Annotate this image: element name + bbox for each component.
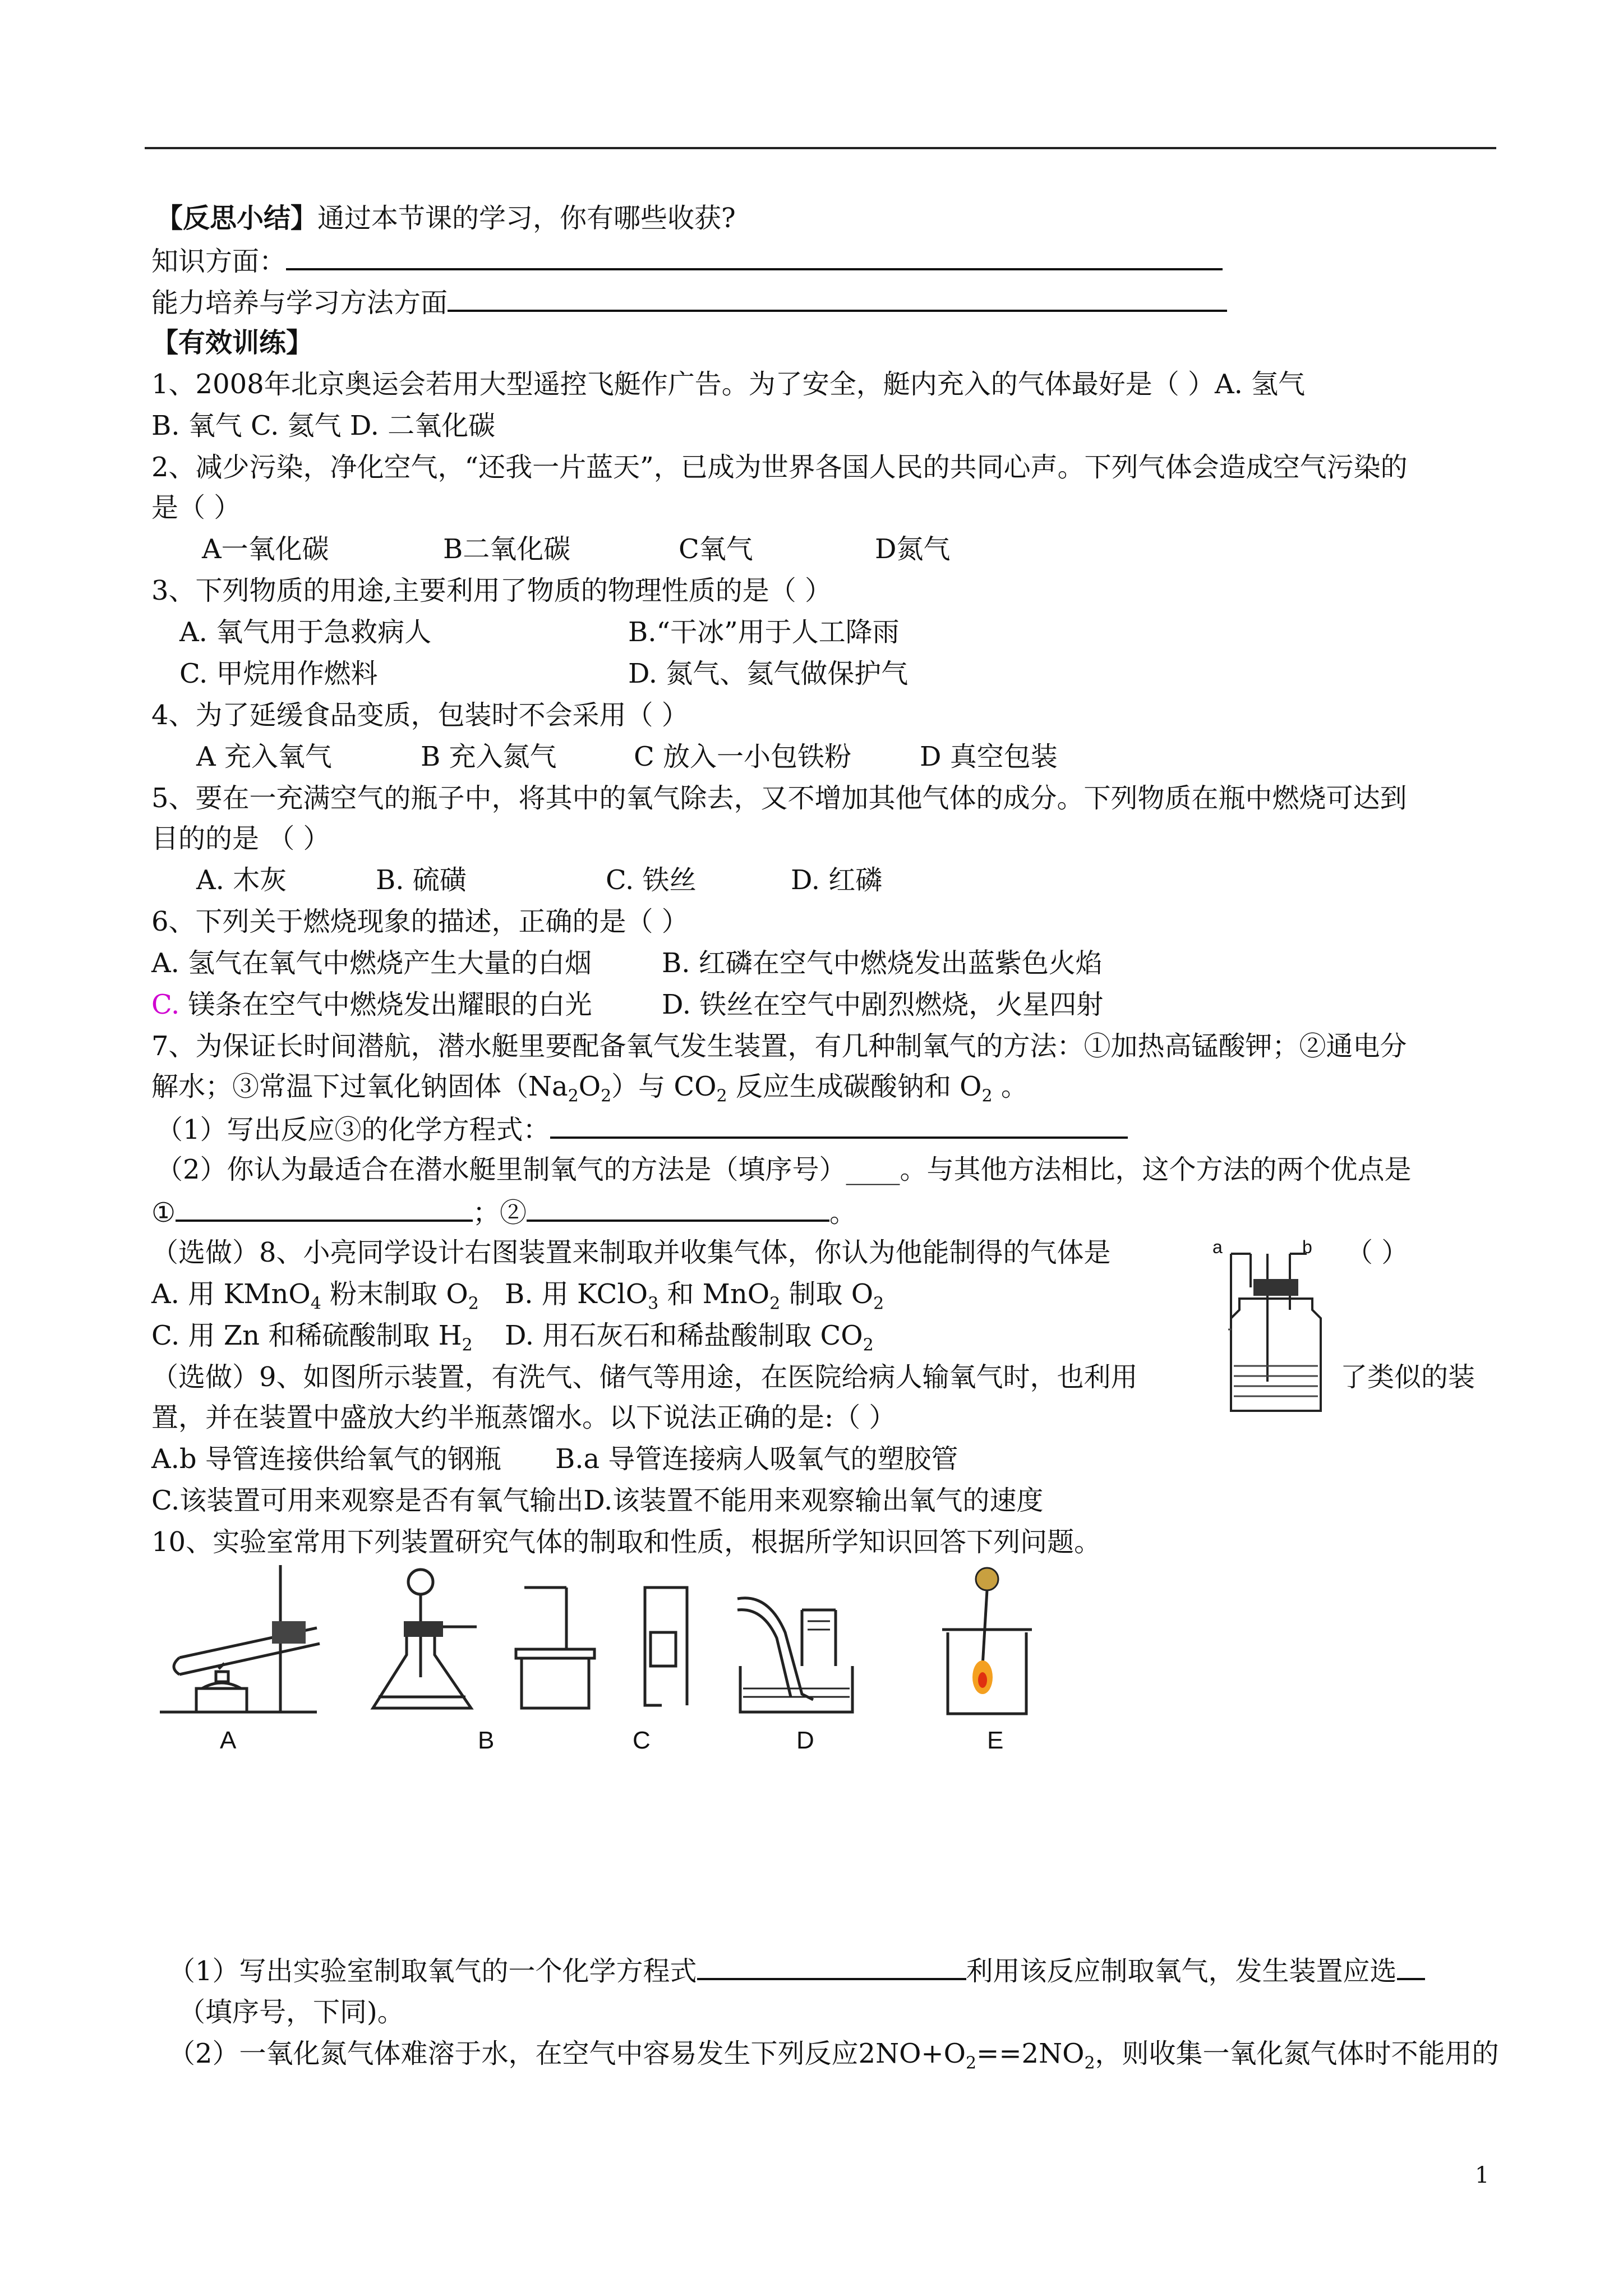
apparatus-figures xyxy=(157,1565,1077,1767)
q3-option-a: A. 氧气用于急救病人 xyxy=(179,616,432,648)
reflection-prompt: 通过本节课的学习，你有哪些收获? xyxy=(317,203,736,234)
q6-option-d: D. 铁丝在空气中剧烈燃烧，火星四射 xyxy=(662,989,1104,1020)
ability-blank[interactable] xyxy=(448,284,1227,312)
ability-label: 能力培养与学习方法方面 xyxy=(151,287,448,319)
q5-option-b: B. 硫磺 xyxy=(376,864,467,896)
q3-option-b: B.“干冰”用于人工降雨 xyxy=(628,616,900,648)
q6-options-ab xyxy=(151,946,1103,981)
fig-label-a: a xyxy=(1212,1237,1223,1257)
q10-equation-blank[interactable] xyxy=(697,1952,966,1980)
q9-option-c: C.该装置可用来观察是否有氧气输出 xyxy=(151,1485,584,1516)
q8-option-d: D. 用石灰石和稀盐酸制取 $CO_2$ xyxy=(505,1320,874,1355)
q5-stem-2: 目的的是 （ ） xyxy=(151,823,330,854)
q9-option-b: B.a 导管连接病人吸氧气的塑胶管 xyxy=(555,1443,958,1475)
q2-option-a: A一氧化碳 xyxy=(202,533,329,565)
q7-advantage-2-blank[interactable] xyxy=(527,1194,829,1222)
q8-option-b: B. 用 KClO$_3$ 和 MnO$_2$ 制取 $O_2$ xyxy=(505,1278,884,1314)
q3-options-ab xyxy=(179,615,900,650)
apparatus-a xyxy=(160,1565,320,1712)
q3-options-cd xyxy=(179,656,908,691)
q7-advantage-1-blank[interactable] xyxy=(176,1194,473,1222)
q6-options-cd xyxy=(151,987,1103,1022)
apparatus-label-d: D xyxy=(796,1727,814,1754)
q2-stem-2: 是（ ） xyxy=(151,492,241,523)
q1-stem: 1、2008年北京奥运会若用大型遥控飞艇作广告。为了安全，艇内充入的气体最好是（ ）A. 氢气 xyxy=(151,369,1306,400)
q6-option-c: 镁条在空气中燃烧发出耀眼的白光 xyxy=(179,989,592,1020)
q4-option-a: A 充入氧气 xyxy=(196,741,332,772)
q5-options xyxy=(196,863,882,898)
q10-stem: 10、实验室常用下列装置研究气体的制取和性质，根据所学知识回答下列问题。 xyxy=(151,1526,1101,1558)
knowledge-blank[interactable] xyxy=(286,242,1223,270)
q7-stem-1: 7、为保证长时间潜航，潜水艇里要配备氧气发生装置，有几种制氧气的方法：①加热高锰酸钾；②通电分 xyxy=(151,1030,1407,1062)
q9-stem-1: （选做）9、如图所示装置，有洗气、储气等用途，在医院给病人输氧气时，也利用 xyxy=(151,1361,1138,1393)
q4-stem: 4、为了延缓食品变质，包装时不会采用（ ） xyxy=(151,700,689,731)
q8-stem: （选做）8、小亮同学设计右图装置来制取并收集气体，你认为他能制得的气体是 xyxy=(151,1237,1111,1268)
q2-options xyxy=(202,532,951,567)
q8-paren: （ ） xyxy=(1346,1237,1409,1268)
q4-options xyxy=(196,739,1058,774)
apparatus-e xyxy=(942,1568,1032,1714)
q2-stem-1: 2、减少污染，净化空气，“还我一片蓝天”，已成为世界各国人民的共同心声。下列气体会造成空气污染的 xyxy=(151,452,1408,483)
training-heading: 【有效训练】 xyxy=(151,327,313,358)
q9-stem-1b: 了类似的装 xyxy=(1340,1361,1476,1393)
apparatus-c xyxy=(516,1588,594,1708)
q10-part-1: （1）写出实验室制取氧气的一个化学方程式 利用该反应制取氧气，发生装置应选 xyxy=(168,1952,1425,1989)
q4-option-d: D 真空包装 xyxy=(920,741,1058,772)
q7-part-2: （2）你认为最适合在潜水艇里制氧气的方法是（填序号）____。与其他方法相比，这个方法的两个优点是 xyxy=(156,1154,1412,1185)
wash-bottle-figure xyxy=(1206,1237,1329,1416)
header-rule xyxy=(145,147,1496,149)
page-number: 1 xyxy=(1475,2162,1490,2188)
q2-option-c: C氧气 xyxy=(679,533,753,565)
q6-option-a: A. 氢气在氧气中燃烧产生大量的白烟 xyxy=(151,947,592,979)
q3-option-c: C. 甲烷用作燃料 xyxy=(179,658,378,689)
q10-part-2: （2）一氧化氮气体难溶于水，在空气中容易发生下列反应$2NO+O_2==2NO_2$，则收集一氧化氮气体时不能用的 xyxy=(168,2038,1499,2073)
q7-part-2-blanks: ① ；② 。 xyxy=(151,1194,856,1230)
q1-rest: B. 氧气 C. 氦气 D. 二氧化碳 xyxy=(151,410,496,441)
ability-line xyxy=(151,284,1227,320)
q7-part-1: （1）写出反应③的化学方程式： xyxy=(156,1111,1128,1147)
q3-option-d: D. 氮气、氦气做保护气 xyxy=(628,658,909,689)
q4-option-b: B 充入氮气 xyxy=(421,741,557,772)
q9-stem-2: 置，并在装置中盛放大约半瓶蒸馏水。以下说法正确的是:（ ） xyxy=(151,1402,896,1433)
q6-option-b: B. 红磷在空气中燃烧发出蓝紫色火焰 xyxy=(662,947,1103,979)
q8-option-a: A. 用 KMnO$_4$ 粉末制取 $O_2$ xyxy=(151,1278,479,1314)
apparatus-b xyxy=(373,1570,477,1708)
q5-option-c: C. 铁丝 xyxy=(606,864,697,896)
fig-label-b: b xyxy=(1302,1237,1312,1257)
q9-option-a: A.b 导管连接供给氧气的钢瓶 xyxy=(151,1443,501,1475)
reflection-heading: 【反思小结】 xyxy=(156,203,318,234)
q4-option-c: C 放入一小包铁粉 xyxy=(634,741,851,772)
apparatus-label-b: B xyxy=(478,1727,495,1754)
apparatus-label-e: E xyxy=(987,1727,1004,1754)
q5-stem-1: 5、要在一充满空气的瓶子中，将其中的氧气除去，又不增加其他气体的成分。下列物质在瓶中燃烧可达到 xyxy=(151,783,1407,814)
knowledge-label: 知识方面： xyxy=(151,246,287,277)
q9-options-cd xyxy=(151,1483,1043,1518)
q5-option-a: A. 木灰 xyxy=(196,864,287,896)
q6-stem: 6、下列关于燃烧现象的描述，正确的是（ ） xyxy=(151,906,689,937)
apparatus-label-c: C xyxy=(633,1727,651,1754)
apparatus-water-trough xyxy=(737,1598,852,1712)
q7-stem-2: 解水；③常温下过氧化钠固体$(Na_2O_2)$与 $CO_2$ 反应生成碳酸钠和 $O_2$ 。 xyxy=(151,1071,1028,1106)
q8-options-ab xyxy=(151,1277,884,1312)
q8-options-cd xyxy=(151,1318,874,1353)
apparatus-d xyxy=(645,1588,687,1705)
q8-option-c: C. 用 Zn 和稀硫酸制取 $H_2$ xyxy=(151,1320,473,1355)
q10-apparatus-blank[interactable] xyxy=(1397,1952,1425,1980)
q3-stem: 3、下列物质的用途,主要利用了物质的物理性质的是（ ） xyxy=(151,575,832,606)
q10-part-1b: （填序号，下同)。 xyxy=(178,1996,404,2028)
q7-equation-blank[interactable] xyxy=(550,1111,1128,1139)
reflection-line xyxy=(156,201,736,236)
q2-option-d: D氮气 xyxy=(875,533,951,565)
q9-options-ab xyxy=(151,1442,958,1476)
q6-option-c-letter: C. xyxy=(151,989,180,1020)
q5-option-d: D. 红磷 xyxy=(791,864,883,896)
q9-option-d: D.该装置不能用来观察输出氧气的速度 xyxy=(583,1485,1044,1516)
apparatus-label-a: A xyxy=(220,1727,237,1754)
q2-option-b: B二氧化碳 xyxy=(443,533,571,565)
knowledge-line xyxy=(151,242,1223,279)
